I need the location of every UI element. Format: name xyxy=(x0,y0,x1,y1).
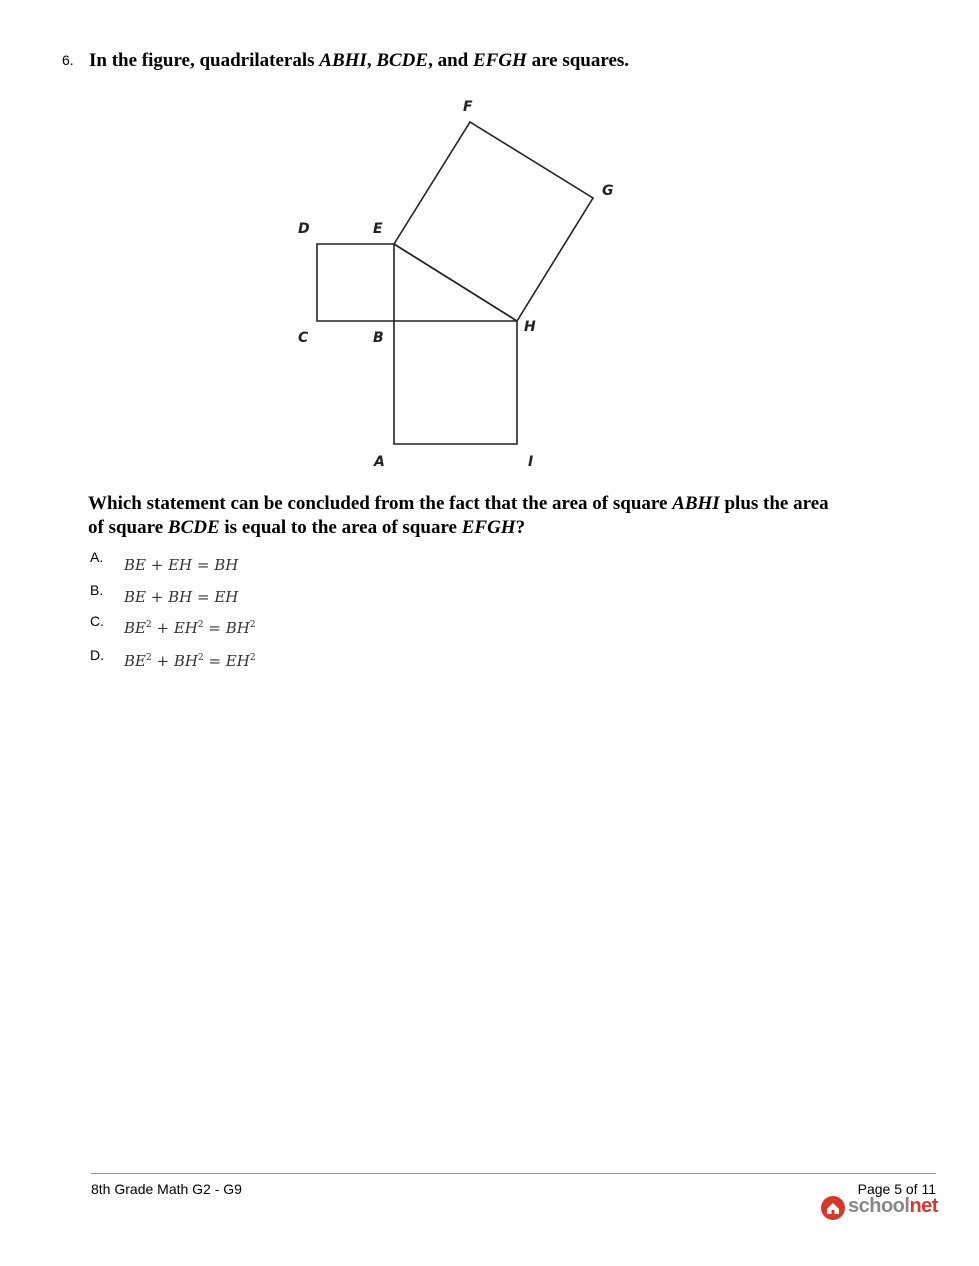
square-abhi xyxy=(394,321,517,444)
label-e: E xyxy=(373,221,383,237)
choice-c-letter[interactable]: C. xyxy=(90,613,104,629)
label-d: D xyxy=(298,221,310,237)
label-b: B xyxy=(373,330,384,346)
label-c: C xyxy=(298,330,309,346)
choice-c-expression[interactable]: $BE^2 + EH^2 = BH^2$ xyxy=(124,619,256,637)
square-bcde xyxy=(317,244,394,321)
choice-a-letter[interactable]: A. xyxy=(90,549,104,565)
label-f: F xyxy=(463,99,473,115)
footer-test-name: 8th Grade Math G2 - G9 xyxy=(91,1181,242,1197)
label-h: H xyxy=(524,319,536,335)
choice-b-expression[interactable]: BE + BH = EH xyxy=(124,588,239,606)
label-i: I xyxy=(528,454,534,470)
question-title: In the figure, quadrilaterals ABHI, BCDE, and EFGH are squares. xyxy=(89,50,630,71)
label-g: G xyxy=(602,183,614,199)
choice-d-letter[interactable]: D. xyxy=(90,647,104,663)
choice-a-expression[interactable]: BE + EH = BH xyxy=(124,556,239,574)
segment-eh xyxy=(394,244,517,321)
schoolnet-logo: schoolnet xyxy=(820,1195,940,1223)
choice-d-expression[interactable]: $BE^2 + BH^2 = EH^2$ xyxy=(124,652,256,670)
square-efgh xyxy=(394,122,593,321)
choice-b-letter[interactable]: B. xyxy=(90,582,104,598)
house-icon xyxy=(820,1195,846,1221)
question-number: 6. xyxy=(62,52,74,68)
question-prompt: Which statement can be concluded from the fact that the area of square ABHI plus the area of square BCDE is equal to the area of square EFGH? xyxy=(88,493,829,538)
label-a: A xyxy=(374,454,385,470)
squares-figure xyxy=(280,90,640,475)
footer-page-number: Page 5 of 11 xyxy=(857,1181,936,1197)
footer-divider xyxy=(91,1173,936,1174)
